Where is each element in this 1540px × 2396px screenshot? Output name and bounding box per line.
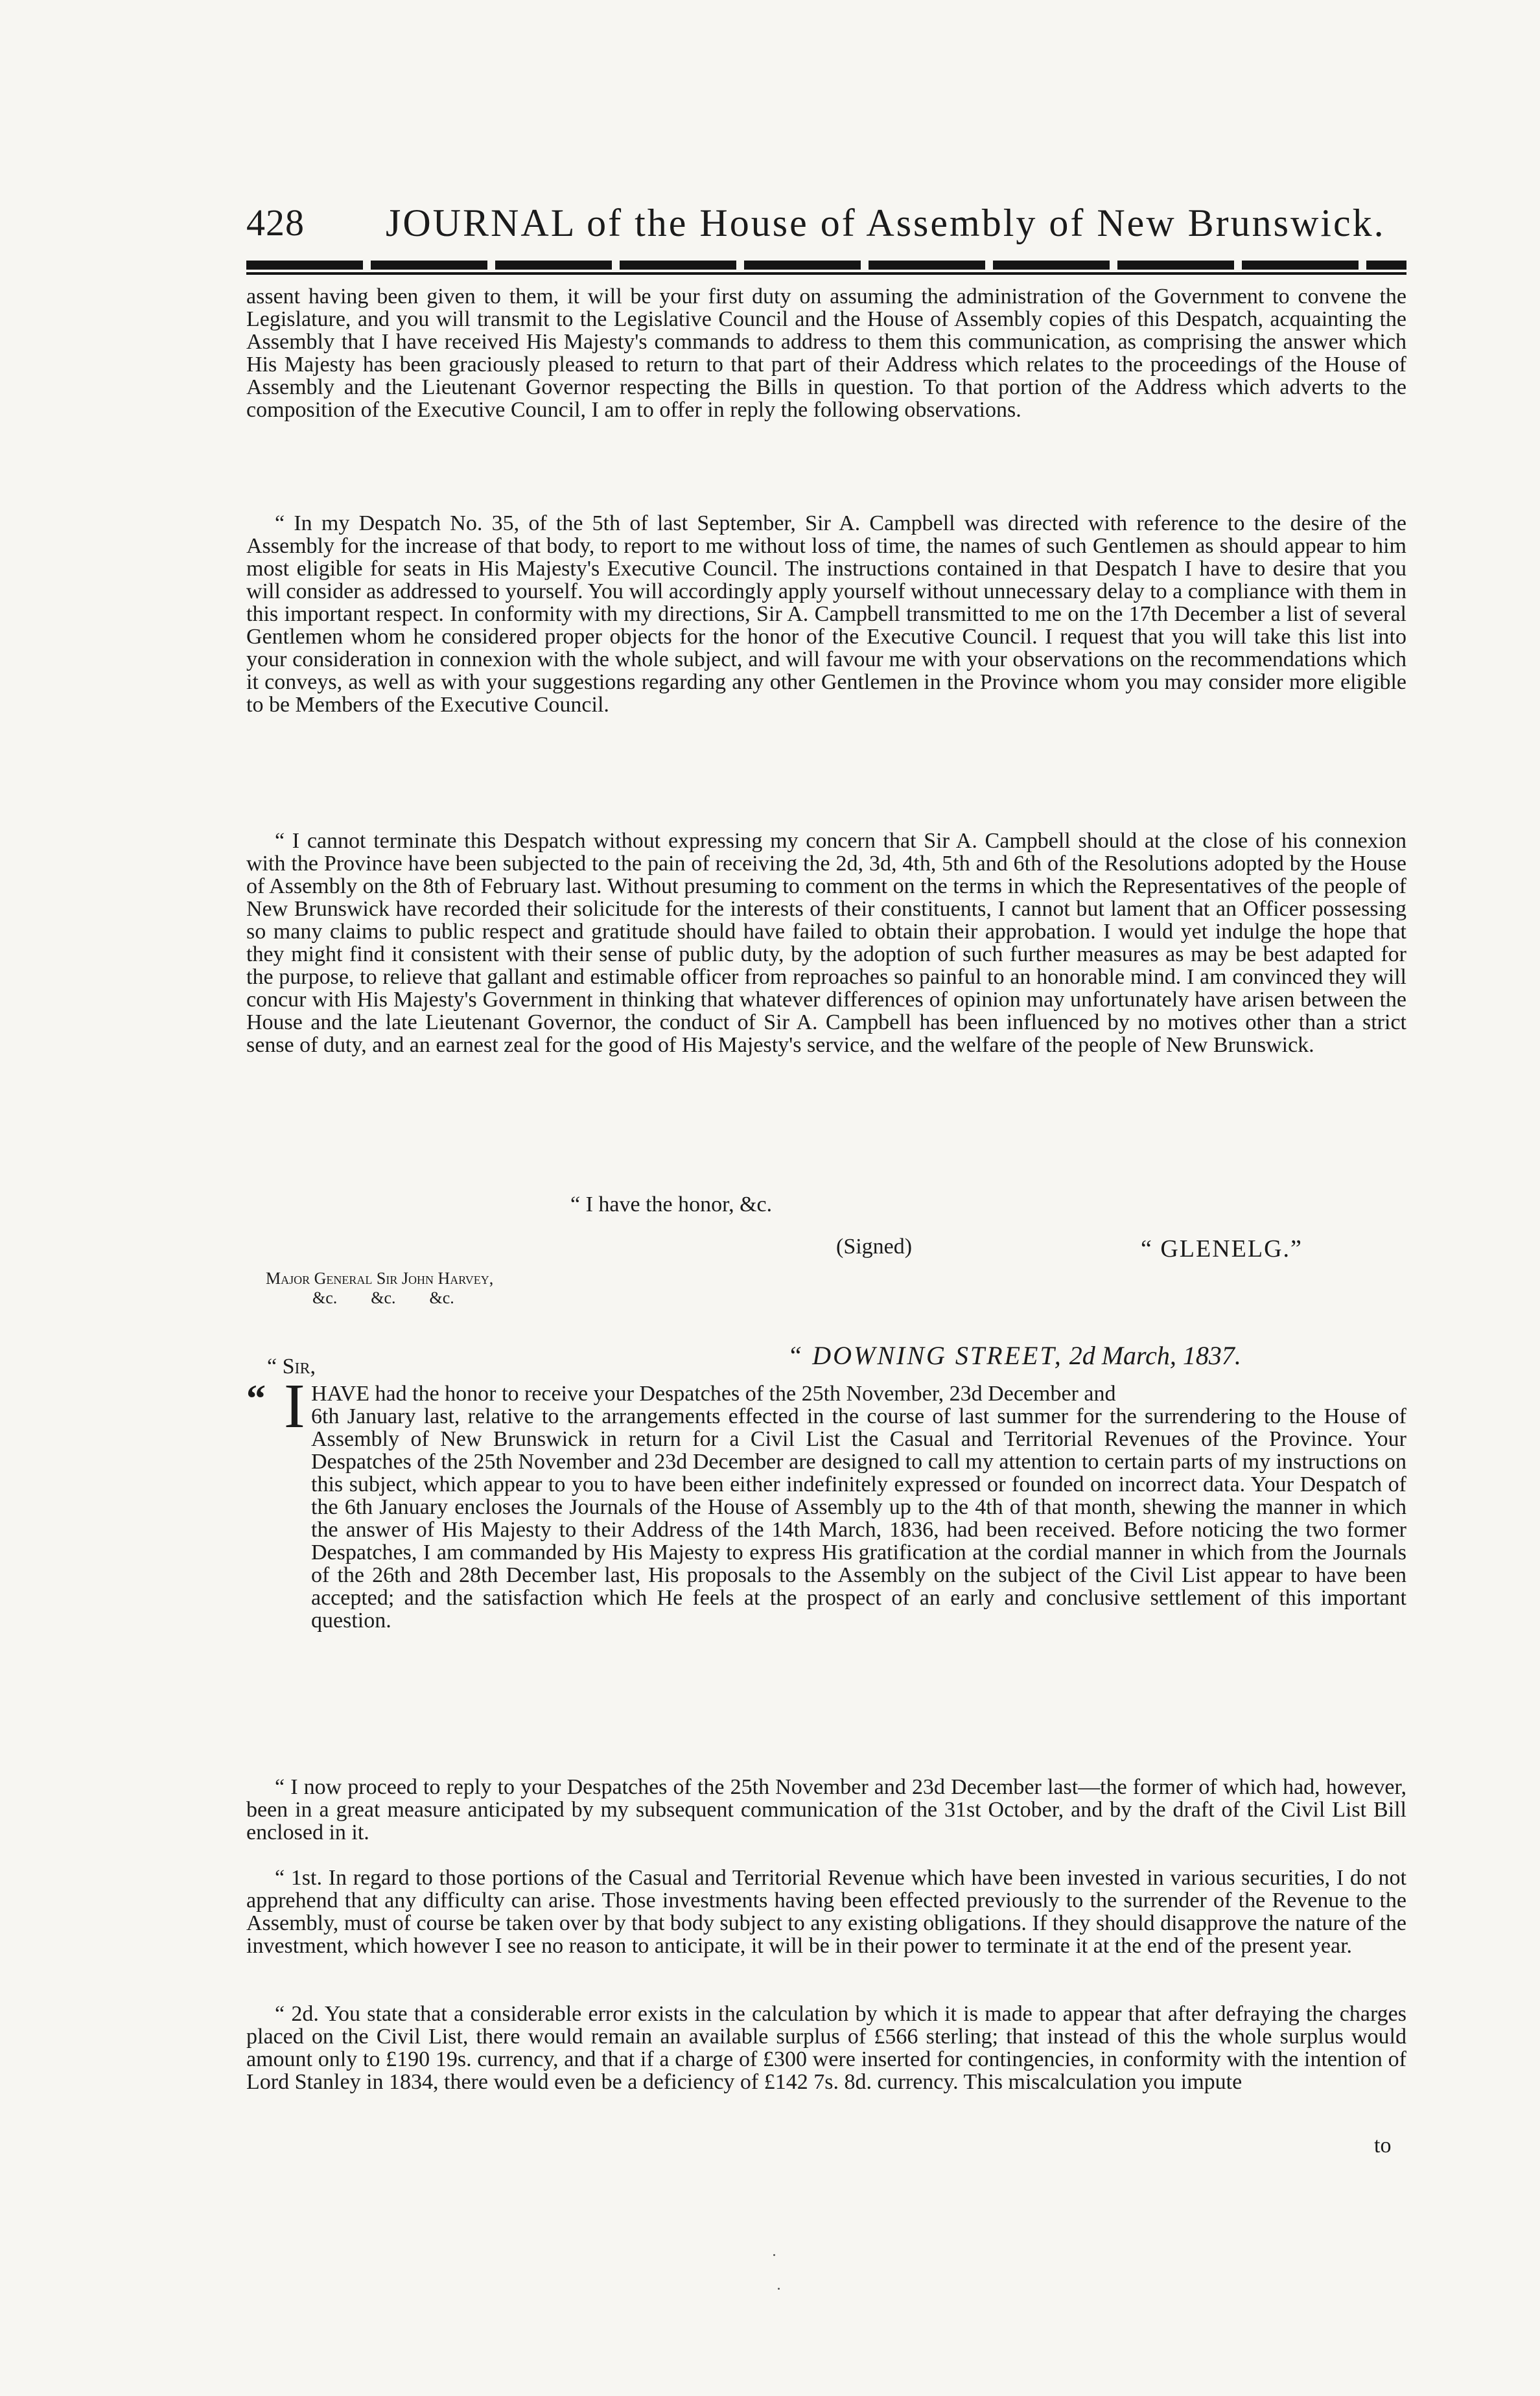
paragraph-campbell: “ I cannot terminate this Despatch without expressing my concern that Sir A. Campbell should at the close of his connexion with the Province have been subjected to the pain of receiving the 2d, 3d, 4th, 5th and 6th of the Resolutions adopted by the House of Assembly on the 8th of February last. Without presuming to comment on the terms in which the Representatives of the people of New Brunswick have recorded their solicitude for the interests of their constituents, I cannot but lament that an Officer possessing so many claims to public respect and gratitude should have failed to obtain their approbation. I would yet indulge the hope that they might find it consistent with their sense of public duty, by the adoption of such further measures as may be best adapted for the purpose, to relieve that gallant and estimable officer from reproaches so painful to an honorable mind. I am convinced they will concur with His Majesty's Government in thinking that whatever differences of opinion may unfortunately have arisen between the House and the late Lieutenant Governor, the conduct of Sir A. Campbell has been influenced by no motives other than a strict sense of duty, and an earnest zeal for the good of His Majesty's service, and the welfare of the people of New Brunswick. [246,829,1406,1057]
closing-signer: “ GLENELG.” [1141,1235,1303,1262]
closing-addressee: Major General Sir John Harvey, [266,1269,494,1288]
header-rule [246,261,1406,270]
despatch-paragraph-2: “ I now proceed to reply to your Despatches of the 25th November and 23d December last—the former of which had, however, been in a great measure anticipated by my subsequent communication of the 31st October, and by the draft of the Civil List Bill enclosed in it. [246,1775,1406,1844]
page-header [246,201,1406,253]
closing-signed: (Signed) [836,1235,913,1259]
despatch-paragraph-1: 6th January last, relative to the arrangements effected in the course of last summer for the surrendering to the House of Assembly of New Brunswick in return for a Civil List the Casual and Territorial Revenues of the Province. Your Despatches of the 25th November and 23d December are designed to call my attention to certain parts of my instructions on this subject, which appear to you to have been either indefinitely expressed or founded on incorrect data. Your Despatch of the 6th January encloses the Journals of the House of Assembly up to the 4th of that month, shewing the manner in which the answer of His Majesty to their Address of the 14th March, 1836, had been received. Before noticing the two former Despatches, I am commanded by His Majesty to express His gratification at the cordial manner in which from the Journals of the 26th and 28th December last, His proposals to the Assembly on the subject of the Civil List appear to have been accepted; and the satisfaction which He feels at the prospect of an early and conclusive settlement of this important question. [311,1404,1406,1633]
paragraph-executive-council: “ In my Despatch No. 35, of the 5th of last September, Sir A. Campbell was directed with reference to the desire of the Assembly for the increase of that body, to report to me without loss of time, the names of such Gentlemen as should appear to him most eligible for seats in His Majesty's Executive Council. The instructions contained in that Despatch I have to desire that you will consider as addressed to yourself. You will accordingly apply yourself without unnecessary delay to a compliance with them in this important respect. In conformity with my directions, Sir A. Campbell transmitted to me on the 17th December a list of several Gentlemen whom he considered proper objects for the honor of the Executive Council. I request that you will take this list into your consideration in connexion with the whole subject, and will favour me with your observations on the recommendations which it conveys, as well as with your suggestions regarding any other Gentlemen in the Province whom you may consider more eligible to be Members of the Executive Council. [246,511,1406,717]
page-number: 428 [246,202,305,244]
closing-honor: “ I have the honor, &c. [570,1192,773,1216]
running-title: JOURNAL of the House of Assembly of New Brunswick. [386,202,1386,244]
drop-quote-mark: “ [246,1377,266,1420]
header-rule-underline [246,272,1406,275]
despatch-paragraph-4: “ 2d. You state that a considerable error exists in the calculation by which it is made to appear that after defraying the charges placed on the Civil List, there would remain an available surplus of £566 sterling; that instead of this the whole surplus would amount only to £190 19s. currency, and that if a charge of £300 were inserted for contingencies, in conformity with the intention of Lord Stanley in 1834, there would even be a deficiency of £142 7s. 8d. currency. This miscalculation you impute [246,2002,1406,2094]
speck-mark [778,2288,780,2290]
despatch-paragraph-3: “ 1st. In regard to those portions of the Casual and Territorial Revenue which have been invested in various securities, I do not apprehend that any difficulty can arise. Those investments having been effected previously to the surrender of the Revenue to the Assembly, must of course be taken over by that body subject to any existing obligations. If they should disapprove the nature of the investment, which however I see no reason to anticipate, it will be in their power to terminate it at the end of the present year. [246,1866,1406,1958]
closing-etc: &c. &c. &c. [312,1288,454,1307]
dateline-place: “ DOWNING STREET, [788,1341,1063,1370]
despatch-first-line: HAVE had the honor to receive your Despatches of the 25th November, 23d December and [311,1382,1116,1406]
paragraph-assent: assent having been given to them, it will be your first duty on assuming the administration of the Government to convene the Legislature, and you will transmit to the Legislative Council and the House of Assembly copies of this Despatch, acquainting the Assembly that I have received His Majesty's commands to address to them this communication, as comprising the answer which His Majesty has been graciously pleased to return to that part of their Address which relates to the proceedings of the House of Assembly and the Lieutenant Governor respecting the Bills in question. To that portion of the Address which adverts to the composition of the Executive Council, I am to offer in reply the following observations. [246,285,1406,422]
drop-initial: I [284,1371,305,1441]
despatch-paragraph-1-start [311,1405,1406,1632]
catchword: to [1374,2134,1392,2158]
salutation: “ Sir, [267,1355,316,1378]
speck-mark [773,2254,775,2256]
dateline-date: 2d March, 1837. [1069,1341,1241,1370]
despatch-dateline [788,1340,1241,1371]
